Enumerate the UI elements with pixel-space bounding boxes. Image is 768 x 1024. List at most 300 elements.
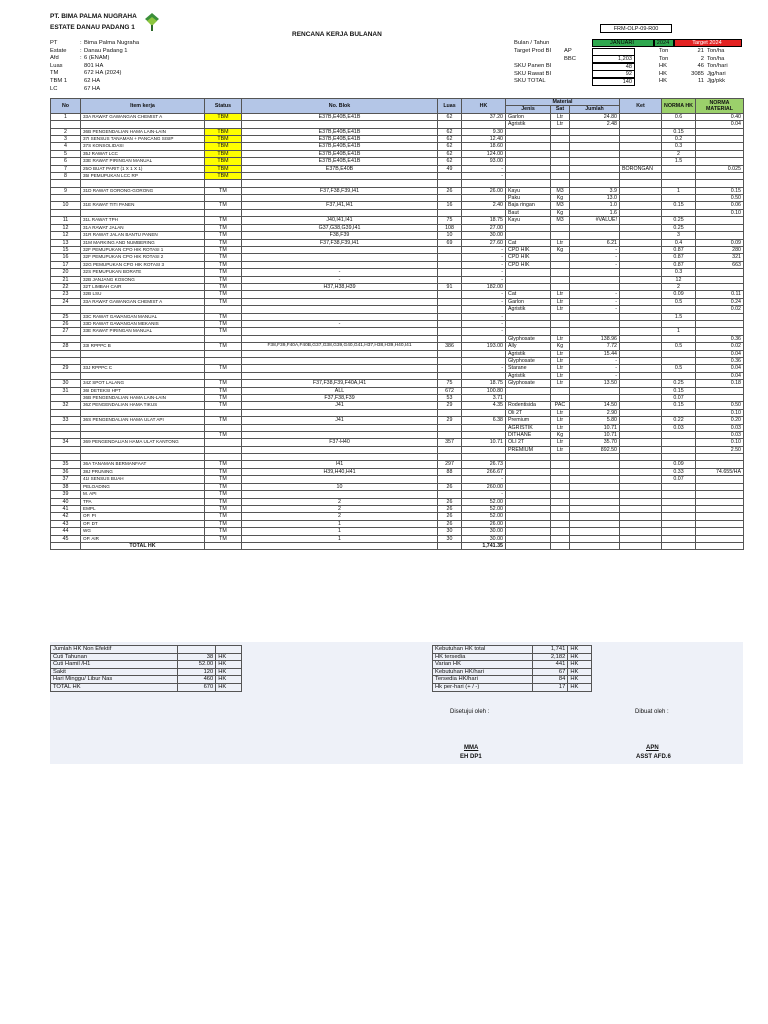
row-material-unit: Kg xyxy=(551,343,570,350)
row-note xyxy=(620,417,662,424)
row-status: TM xyxy=(205,217,242,224)
non-effective-row xyxy=(51,683,242,691)
row-luas xyxy=(438,246,462,253)
row-norma-material: 0.03 xyxy=(696,432,744,439)
row-item: 32F PEMUPUKAN CPO HIK ROTASI 1 xyxy=(81,246,205,253)
col-sat: Sat xyxy=(551,106,570,113)
row-material-unit xyxy=(551,520,570,527)
row-hk: - xyxy=(462,173,506,180)
table-row xyxy=(51,113,744,120)
row-hk: 26.73 xyxy=(462,461,506,468)
row-norma-material xyxy=(696,128,744,135)
table-row xyxy=(51,387,744,394)
row-material-type xyxy=(506,232,551,239)
row-norma-material xyxy=(696,491,744,498)
row-norma-hk: 0.87 xyxy=(662,246,696,253)
row-luas xyxy=(438,446,462,453)
row-luas xyxy=(438,173,462,180)
row-blok: E37B,E40B,E41B xyxy=(242,158,438,165)
target-row-rate-unit: Jjg/pkk xyxy=(707,78,726,85)
row-blok xyxy=(242,121,438,128)
target-row-value: 140 xyxy=(592,78,635,86)
row-luas xyxy=(438,195,462,202)
row-luas: 75 xyxy=(438,217,462,224)
target-row-rate: 21 xyxy=(697,48,704,54)
row-norma-hk: 1.5 xyxy=(662,313,696,320)
row-note xyxy=(620,454,662,461)
row-material-unit xyxy=(551,254,570,261)
row-material-unit xyxy=(551,461,570,468)
hk-need-value: 67 xyxy=(533,668,568,676)
row-norma-material: 321 xyxy=(696,254,744,261)
row-no: 38 xyxy=(51,483,81,490)
table-row xyxy=(51,195,744,202)
row-item: 36B PENGENDALIAN HAMA LAIN-LAIN xyxy=(81,395,205,402)
row-material-type xyxy=(506,513,551,520)
row-norma-hk xyxy=(662,335,696,342)
row-norma-hk: 0.3 xyxy=(662,269,696,276)
row-material-type: Glyphosate xyxy=(506,380,551,387)
row-material-type xyxy=(506,180,551,187)
row-item: OP. AIR xyxy=(81,535,205,542)
table-row xyxy=(51,454,744,461)
row-note xyxy=(620,365,662,372)
row-note xyxy=(620,432,662,439)
row-material-type: Baja ringan xyxy=(506,202,551,209)
row-blok xyxy=(242,173,438,180)
year-value: 2024 xyxy=(654,39,674,47)
row-hk: - xyxy=(462,328,506,335)
row-item: 31L RAWAT TPH xyxy=(81,217,205,224)
row-blok xyxy=(242,335,438,342)
row-norma-hk: 0.4 xyxy=(662,239,696,246)
non-effective-label: Cuti Hamil /H1 xyxy=(51,661,178,669)
row-luas: 297 xyxy=(438,461,462,468)
row-material-unit: Ltr xyxy=(551,446,570,453)
row-material-unit: Kg xyxy=(551,432,570,439)
row-material-type xyxy=(506,313,551,320)
row-hk: 30.00 xyxy=(462,232,506,239)
row-norma-hk: 0.07 xyxy=(662,476,696,483)
hk-need-row xyxy=(433,653,592,661)
row-material-unit xyxy=(551,528,570,535)
row-hk: 100.80 xyxy=(462,387,506,394)
table-row xyxy=(51,173,744,180)
table-row xyxy=(51,150,744,157)
col-luas: Luas xyxy=(438,99,462,114)
row-hk: - xyxy=(462,291,506,298)
table-row xyxy=(51,291,744,298)
row-no: 37 xyxy=(51,476,81,483)
row-blok: H37,H38,H39 xyxy=(242,283,438,290)
info-colon: : xyxy=(80,40,82,46)
hk-need-row xyxy=(433,683,592,691)
hk-need-label: Tersedia HK/hari xyxy=(433,676,533,684)
row-norma-hk: 0.33 xyxy=(662,468,696,475)
row-blok xyxy=(242,432,438,439)
row-material-type: Agristik xyxy=(506,372,551,379)
row-item: 33A RAWAT GAWANGAN CHEMIST A xyxy=(81,298,205,305)
row-blok: F38,F39,F40A,F40B,G37,G38,G39,G40,G41,H37,H38,H39,H40,I41 xyxy=(242,343,438,350)
row-material-qty: 1.6 xyxy=(570,209,620,216)
row-material-qty xyxy=(570,461,620,468)
row-material-unit: Ltr xyxy=(551,417,570,424)
row-item: OP. DT xyxy=(81,520,205,527)
row-material-unit: Ltr xyxy=(551,113,570,120)
row-norma-hk xyxy=(662,491,696,498)
row-status: TBM xyxy=(205,143,242,150)
row-norma-material xyxy=(696,136,744,143)
row-blok: I41 xyxy=(242,461,438,468)
row-material-qty: 13.0 xyxy=(570,195,620,202)
row-note xyxy=(620,520,662,527)
hk-need-row xyxy=(433,668,592,676)
row-material-type xyxy=(506,165,551,172)
row-luas xyxy=(438,350,462,357)
row-note xyxy=(620,343,662,350)
row-material-qty xyxy=(570,313,620,320)
row-blok: 2 xyxy=(242,505,438,512)
approver-role: EH DP1 xyxy=(460,754,482,760)
row-material-type: Glyphosate xyxy=(506,335,551,342)
row-material-type: Premium xyxy=(506,417,551,424)
row-norma-hk: 0.09 xyxy=(662,291,696,298)
row-blok xyxy=(242,254,438,261)
row-material-type xyxy=(506,320,551,327)
row-norma-material: 0.04 xyxy=(696,121,744,128)
target-row-unit: HK xyxy=(659,78,668,85)
row-item: 32T LIMBAH CAIR xyxy=(81,283,205,290)
row-norma-material xyxy=(696,180,744,187)
row-item xyxy=(81,446,205,453)
table-row xyxy=(51,476,744,483)
row-no xyxy=(51,306,81,313)
row-note xyxy=(620,505,662,512)
row-material-qty xyxy=(570,269,620,276)
table-row xyxy=(51,358,744,365)
table-row xyxy=(51,187,744,194)
row-material-qty: - xyxy=(570,358,620,365)
row-luas: 62 xyxy=(438,158,462,165)
row-material-qty: 24.80 xyxy=(570,113,620,120)
row-status xyxy=(205,350,242,357)
table-row xyxy=(51,380,744,387)
row-material-qty xyxy=(570,535,620,542)
row-item xyxy=(81,350,205,357)
table-row xyxy=(51,498,744,505)
row-note xyxy=(620,439,662,446)
row-blok xyxy=(242,209,438,216)
row-status: TBM xyxy=(205,128,242,135)
non-effective-label: Cuti Tahunan xyxy=(51,653,178,661)
row-item: OP. PI xyxy=(81,513,205,520)
row-status: TM xyxy=(205,513,242,520)
row-item: PELOADING xyxy=(81,483,205,490)
row-note xyxy=(620,173,662,180)
row-norma-material: 663 xyxy=(696,261,744,268)
row-hk xyxy=(462,209,506,216)
row-status: TM xyxy=(205,483,242,490)
row-item xyxy=(81,195,205,202)
row-item: 32B JANJANG KOSONG xyxy=(81,276,205,283)
row-hk xyxy=(462,424,506,431)
info-block xyxy=(50,40,250,100)
row-status: TM xyxy=(205,395,242,402)
row-blok: E37B,E40B,E41B xyxy=(242,113,438,120)
target-label: Target 2024 xyxy=(674,39,742,47)
row-luas: 16 xyxy=(438,202,462,209)
row-luas xyxy=(438,121,462,128)
row-material-qty xyxy=(570,454,620,461)
row-no: 12 xyxy=(51,224,81,231)
table-row xyxy=(51,217,744,224)
row-norma-material: 0.40 xyxy=(696,113,744,120)
row-item: 36A TANAMAN BERMANFAAT xyxy=(81,461,205,468)
row-norma-hk xyxy=(662,535,696,542)
row-norma-hk xyxy=(662,121,696,128)
row-material-qty: - xyxy=(570,365,620,372)
row-material-unit xyxy=(551,173,570,180)
row-hk: 26.00 xyxy=(462,520,506,527)
row-item xyxy=(81,409,205,416)
row-no: 15 xyxy=(51,246,81,253)
row-hk xyxy=(462,335,506,342)
target-row-rate: 2 xyxy=(700,55,704,62)
table-row xyxy=(51,335,744,342)
row-status: TM xyxy=(205,187,242,194)
row-norma-hk: 0.09 xyxy=(662,461,696,468)
row-item xyxy=(81,454,205,461)
target-row-rate-unit: Ton/ha xyxy=(707,55,725,62)
col-status: Status xyxy=(205,99,242,114)
row-item xyxy=(81,424,205,431)
row-no: 43 xyxy=(51,520,81,527)
row-material-type xyxy=(506,395,551,402)
row-material-type xyxy=(506,173,551,180)
row-hk: 182.00 xyxy=(462,283,506,290)
target-row-unit: HK xyxy=(659,70,668,77)
non-effective-unit: HK xyxy=(216,683,242,691)
row-status: TM xyxy=(205,320,242,327)
row-norma-hk: 0.87 xyxy=(662,261,696,268)
row-status: TM xyxy=(205,498,242,505)
row-norma-material: 0.36 xyxy=(696,358,744,365)
row-material-unit xyxy=(551,224,570,231)
row-material-type: AGRISTIK xyxy=(506,424,551,431)
table-row xyxy=(51,535,744,542)
table-row xyxy=(51,261,744,268)
row-blok xyxy=(242,454,438,461)
row-luas: 88 xyxy=(438,468,462,475)
info-value: 6 (ENAM) xyxy=(84,55,110,62)
row-material-unit xyxy=(551,387,570,394)
row-status xyxy=(205,335,242,342)
row-no xyxy=(51,424,81,431)
row-material-type xyxy=(506,387,551,394)
row-blok xyxy=(242,261,438,268)
row-item: 37S KONSOLIDASI xyxy=(81,143,205,150)
row-status xyxy=(205,454,242,461)
row-material-qty: 892.50 xyxy=(570,446,620,453)
row-material-qty: 138.96 xyxy=(570,335,620,342)
row-item xyxy=(81,432,205,439)
row-item xyxy=(81,209,205,216)
row-no: 21 xyxy=(51,276,81,283)
row-item: WG xyxy=(81,528,205,535)
row-blok xyxy=(242,424,438,431)
row-status: TM xyxy=(205,402,242,409)
non-effective-value: 38 xyxy=(177,653,215,661)
row-material-qty: #VALUE! xyxy=(570,217,620,224)
row-hk: - xyxy=(462,298,506,305)
row-note xyxy=(620,224,662,231)
row-blok: G37,G38,G39,I41 xyxy=(242,224,438,231)
row-note xyxy=(620,246,662,253)
row-material-qty xyxy=(570,224,620,231)
non-effective-summary xyxy=(50,645,242,692)
row-material-unit xyxy=(551,454,570,461)
row-note xyxy=(620,461,662,468)
target-row-label: SKU Rawat BI xyxy=(514,70,552,77)
row-status: TM xyxy=(205,505,242,512)
row-status: TM xyxy=(205,298,242,305)
row-norma-material xyxy=(696,476,744,483)
made-by-label: Dibuat oleh : xyxy=(635,709,669,715)
row-blok: 1 xyxy=(242,528,438,535)
row-material-type xyxy=(506,269,551,276)
row-note xyxy=(620,113,662,120)
row-material-unit xyxy=(551,150,570,157)
row-no: 23 xyxy=(51,291,81,298)
table-row xyxy=(51,350,744,357)
row-material-unit: Ltr xyxy=(551,365,570,372)
info-key: LC xyxy=(50,85,58,92)
row-luas: 75 xyxy=(438,380,462,387)
non-effective-value: 460 xyxy=(177,676,215,684)
row-note xyxy=(620,350,662,357)
row-no: 20 xyxy=(51,269,81,276)
row-hk: 26.00 xyxy=(462,187,506,194)
info-value: 672 HA (2024) xyxy=(84,70,122,77)
table-row xyxy=(51,520,744,527)
row-norma-material xyxy=(696,505,744,512)
row-blok: J41 xyxy=(242,417,438,424)
row-material-qty: 2.90 xyxy=(570,409,620,416)
total-value: 1,741.35 xyxy=(462,542,506,549)
row-norma-hk: 0.6 xyxy=(662,113,696,120)
row-material-type: Baut xyxy=(506,209,551,216)
row-item: 36S PENGENDALIAN HAMA ULAT API xyxy=(81,417,205,424)
row-note xyxy=(620,372,662,379)
col-jenis: Jenis xyxy=(506,106,551,113)
row-norma-material: 0.10 xyxy=(696,439,744,446)
row-hk: - xyxy=(462,365,506,372)
row-material-qty: 10.71 xyxy=(570,432,620,439)
row-material-type: Garlon xyxy=(506,298,551,305)
row-blok xyxy=(242,306,438,313)
row-no: 13 xyxy=(51,239,81,246)
row-material-type: Agristik xyxy=(506,350,551,357)
row-blok xyxy=(242,409,438,416)
row-status: TM xyxy=(205,528,242,535)
row-material-qty xyxy=(570,328,620,335)
row-material-qty xyxy=(570,498,620,505)
info-value: 62 HA xyxy=(84,78,101,84)
row-material-unit: Ltr xyxy=(551,424,570,431)
row-material-type: CPD HIK xyxy=(506,261,551,268)
row-hk: 52.00 xyxy=(462,513,506,520)
row-material-type xyxy=(506,468,551,475)
row-material-type xyxy=(506,136,551,143)
row-material-type xyxy=(506,283,551,290)
row-item: 31E RAWAT TITI PANEN xyxy=(81,202,205,209)
row-item: 34Z SPOT LALANG xyxy=(81,380,205,387)
row-material-unit xyxy=(551,158,570,165)
row-material-unit: Ltr xyxy=(551,439,570,446)
row-note xyxy=(620,395,662,402)
row-status xyxy=(205,180,242,187)
non-effective-label: Sakit xyxy=(51,668,178,676)
row-norma-material xyxy=(696,313,744,320)
row-material-unit: Ltr xyxy=(551,306,570,313)
row-material-unit xyxy=(551,498,570,505)
row-status: TM xyxy=(205,202,242,209)
row-blok: - xyxy=(242,276,438,283)
row-material-unit xyxy=(551,505,570,512)
row-blok xyxy=(242,291,438,298)
row-norma-material: 0.02 xyxy=(696,306,744,313)
row-luas xyxy=(438,409,462,416)
row-item xyxy=(81,180,205,187)
table-row xyxy=(51,328,744,335)
table-row xyxy=(51,158,744,165)
row-material-type xyxy=(506,476,551,483)
row-norma-material xyxy=(696,454,744,461)
table-row xyxy=(51,224,744,231)
hk-need-row xyxy=(433,646,592,654)
row-material-qty xyxy=(570,491,620,498)
info-key: PT xyxy=(50,40,58,46)
non-effective-value: 120 xyxy=(177,668,215,676)
table-row xyxy=(51,269,744,276)
row-norma-hk: 0.5 xyxy=(662,298,696,305)
row-status: TM xyxy=(205,239,242,246)
row-no: 12 xyxy=(51,232,81,239)
row-no: 27 xyxy=(51,328,81,335)
row-no xyxy=(51,195,81,202)
row-norma-hk: 0.25 xyxy=(662,380,696,387)
row-norma-hk: 0.07 xyxy=(662,395,696,402)
row-blok: 2 xyxy=(242,513,438,520)
row-status: TM xyxy=(205,535,242,542)
row-material-unit xyxy=(551,261,570,268)
row-luas: 62 xyxy=(438,143,462,150)
row-hk: 266.67 xyxy=(462,468,506,475)
row-note xyxy=(620,150,662,157)
row-blok xyxy=(242,446,438,453)
row-luas xyxy=(438,432,462,439)
row-norma-material xyxy=(696,269,744,276)
table-row xyxy=(51,461,744,468)
row-material-type: Cat xyxy=(506,239,551,246)
row-item: 31R RAWAT JALAN BANTU PANEN xyxy=(81,232,205,239)
maker-name: APN xyxy=(646,745,659,751)
row-material-qty xyxy=(570,483,620,490)
row-no: 44 xyxy=(51,528,81,535)
row-no: 1 xyxy=(51,113,81,120)
row-material-unit: Kg xyxy=(551,195,570,202)
row-no: 16 xyxy=(51,254,81,261)
